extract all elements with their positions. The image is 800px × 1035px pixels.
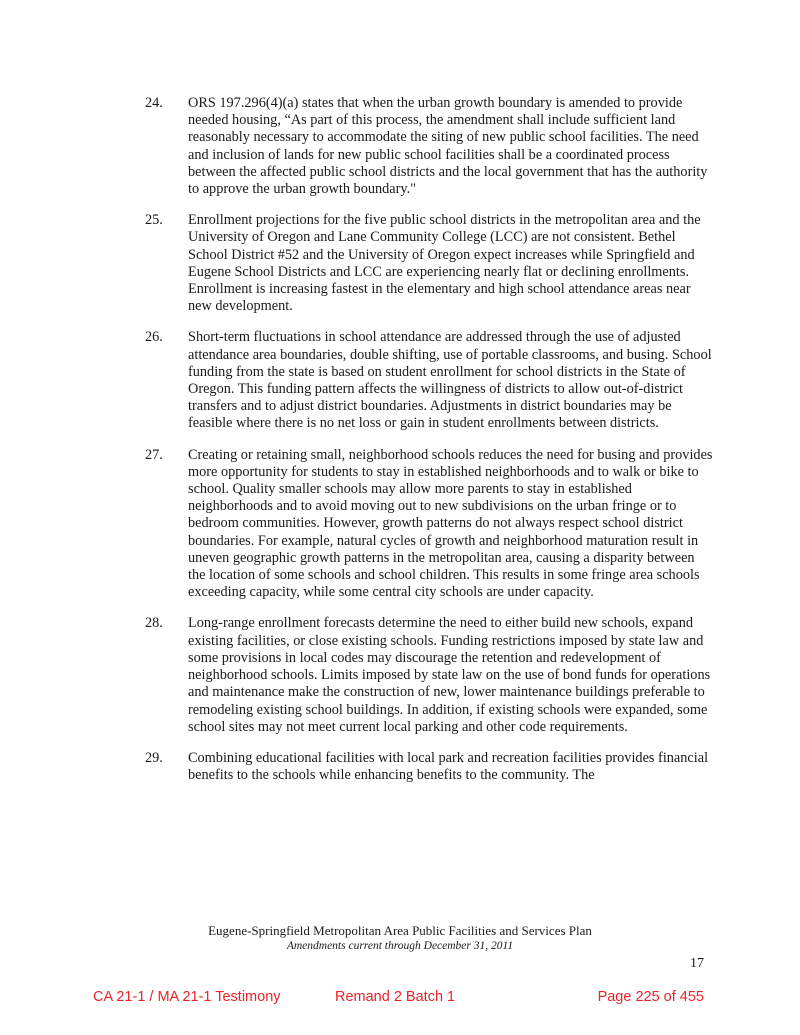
item-text: ORS 197.296(4)(a) states that when the urban growth boundary is amended to provide needed housing, “As part of this process, the amendment shall include sufficient land reasonably necessary to accommodate the siting of new public school facilities. The need and inclusion of lands for new public school facilities shall be a coordinated process between the affected public school districts and the local government that has the authority to approve the urban growth boundary."	[188, 95, 708, 198]
finding-27	[145, 447, 715, 602]
finding-26	[145, 329, 715, 432]
footer-title: Eugene-Springfield Metropolitan Area Public Facilities and Services Plan	[208, 923, 592, 938]
item-text: Combining educational facilities with local park and recreation facilities provides financial benefits to the schools while enhancing benefits to the community. The	[188, 749, 709, 784]
document-body	[145, 95, 715, 798]
page-number: 17	[690, 956, 704, 971]
stamp-page-count: Page 225 of 455	[597, 989, 704, 1005]
finding-29	[145, 750, 715, 784]
item-number: 28.	[145, 615, 163, 632]
item-text: Short-term fluctuations in school attendance are addressed through the use of adjusted attendance area boundaries, double shifting, use of portable classrooms, and busing. School funding from the state is based on student enrollment for school districts in the State of Oregon. This funding pattern affects the willingness of districts to allow out-of-district transfers and to adjust district boundaries. Adjustments in district boundaries may be feasible where there is no net loss or gain in student enrollments between districts.	[188, 329, 712, 432]
stamp-batch: Remand 2 Batch 1	[335, 989, 456, 1005]
item-number: 25.	[145, 212, 163, 229]
finding-28	[145, 615, 715, 735]
item-number: 27.	[145, 446, 163, 463]
finding-24	[145, 95, 715, 198]
item-text: Long-range enrollment forecasts determine the need to either build new schools, expand existing facilities, or close existing schools. Funding restrictions imposed by state law and some provisions in local codes may discourage the retention and redevelopment of neighborhood schools. Limits imposed by state law on the use of bond funds for operations and maintenance make the construction of new, lower maintenance buildings preferable to remodeling existing school buildings. In addition, if existing schools were expanded, some school sites may not meet current local parking and other code requirements.	[188, 615, 711, 735]
item-text: Creating or retaining small, neighborhood schools reduces the need for busing and provides more opportunity for students to stay in established neighborhoods and to walk or bike to school. Quality smaller schools may allow more parents to stay in established neighborhoods and to avoid moving out to new subdivisions on the urban fringe or to bedroom communities. However, growth patterns do not always respect school district boundaries. For example, natural cycles of growth and neighborhood maturation result in uneven geographic growth patterns in the metropolitan area, causing a disparity between the location of some schools and school children. This results in some fringe area schools exceeding capacity, while some central city schools are under capacity.	[188, 446, 713, 601]
finding-25	[145, 212, 715, 315]
item-number: 26.	[145, 329, 163, 346]
item-number: 24.	[145, 95, 163, 111]
item-text: Enrollment projections for the five public school districts in the metropolitan area and the University of Oregon and Lane Community College (LCC) are not consistent. Bethel School District #52 and the University of Oregon expect increases while Springfield and Eugene School Districts and LCC are experiencing nearly flat or declining enrollments. Enrollment is increasing fastest in the elementary and high school attendance areas near new development.	[188, 212, 701, 315]
footer-subtitle: Amendments current through December 31, 2011	[286, 940, 514, 952]
item-number: 29.	[145, 749, 163, 766]
stamp-case-id: CA 21-1 / MA 21-1 Testimony	[93, 989, 281, 1005]
